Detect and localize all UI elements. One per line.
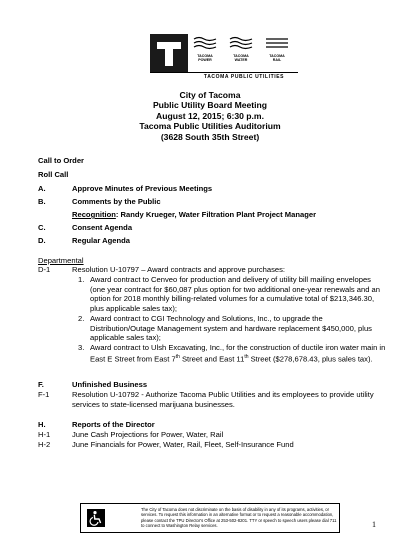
sub3-text-c: Street ($278,678.43, plus sales tax). xyxy=(248,354,373,364)
item-letter-a: A. xyxy=(38,184,46,193)
item-c-consent-agenda: Consent Agenda xyxy=(72,223,133,232)
logo-divider xyxy=(150,72,298,73)
header-date: August 12, 2015; 6:30 p.m. xyxy=(156,110,264,121)
director-heading: Reports of the Director xyxy=(72,420,155,429)
d1-sub3-ulsh xyxy=(90,343,386,364)
sub3-sup-a: th xyxy=(175,353,180,360)
logo-footer-text: TACOMA PUBLIC UTILITIES xyxy=(203,74,285,80)
item-letter-b: B. xyxy=(38,197,46,206)
sub3-text-b: Street and East 11 xyxy=(179,354,245,364)
accessibility-notice-text: The City of Tacoma does not discriminate on the basis of disability in any of its programs, activities, or services. To request this information in an alternative format or to request a reasonable accommodation, please contact the TPU Director's Office at 253-502-8201. TTY or speech to speech users please dial 711 to connect to Washington Relay services. xyxy=(141,507,337,528)
wheelchair-accessibility-icon xyxy=(87,509,105,527)
recognition-label: Recognition xyxy=(72,210,116,219)
d1-code: D-1 xyxy=(38,265,51,274)
item-b-public-comments: Comments by the Public xyxy=(72,197,161,206)
call-to-order: Call to Order xyxy=(38,156,84,165)
d1-resolution: Resolution U-10797 – Award contracts and approve purchases: xyxy=(72,265,286,274)
item-letter-c: C. xyxy=(38,223,46,232)
header-location: Tacoma Public Utilities Auditorium xyxy=(139,121,281,132)
item-d-regular-agenda: Regular Agenda xyxy=(72,236,130,245)
roll-call: Roll Call xyxy=(38,170,69,179)
sub3-sup-b: th xyxy=(244,353,249,360)
page-number: 1 xyxy=(372,520,376,529)
t-letter-icon xyxy=(150,34,188,72)
power-caption: TACOMA POWER xyxy=(197,54,213,63)
h2-financials: June Financials for Power, Water, Rail, Fleet, Self-Insurance Fund xyxy=(72,440,294,449)
d1-sub2-cgi: Award contract to CGI Technology and Solutions, Inc., to upgrade the Distribution/Outage Management system and hardware replacement $450,000, plus applicable sales tax); xyxy=(90,314,372,343)
water-caption: TACOMA WATER xyxy=(233,54,249,63)
d1-sub2-number: 2. xyxy=(78,314,85,323)
accessibility-notice xyxy=(80,503,340,533)
item-a-approve-minutes: Approve Minutes of Previous Meetings xyxy=(72,184,213,193)
departmental-heading: Departmental xyxy=(38,256,84,265)
header-city: City of Tacoma xyxy=(179,90,241,100)
sub3-text-a: Award contract to Ulsh Excavating, Inc., for the construction of ductile iron water main in East E Street from East 7 xyxy=(90,343,386,364)
h2-code: H-2 xyxy=(38,440,51,449)
meeting-header xyxy=(0,90,420,142)
h1-cash-projections: June Cash Projections for Power, Water, Rail xyxy=(72,430,224,439)
header-meeting: Public Utility Board Meeting xyxy=(152,100,268,111)
water-wave-icon xyxy=(228,36,254,50)
item-letter-h: H. xyxy=(38,420,46,429)
rail-caption: TACOMA RAIL xyxy=(269,54,285,63)
f1-resolution: Resolution U-10792 - Authorize Tacoma Public Utilities and its employees to provide utility services to state-licensed marijuana businesses. xyxy=(72,390,374,409)
d1-sub3-number: 3. xyxy=(78,343,85,352)
f1-code: F-1 xyxy=(38,390,50,399)
d1-sub1-number: 1. xyxy=(78,275,85,284)
header-address: (3628 South 35th Street) xyxy=(160,131,260,142)
item-letter-d: D. xyxy=(38,236,46,245)
unfinished-heading: Unfinished Business xyxy=(72,380,148,389)
d1-sub1-cenveo: Award contract to Cenveo for production and delivery of utility bill mailing envelopes (one year contract for $60,087 plus option for two additional one-year renewals and an option for 2018 monthly billing-related volumes for a cumulative total of $213,346.30, plus applicable sales tax); xyxy=(90,275,381,313)
tacoma-public-utilities-logo xyxy=(150,34,298,80)
recognition-text: : Randy Krueger, Water Filtration Plant Project Manager xyxy=(115,210,317,219)
power-wave-icon xyxy=(192,36,218,50)
h1-code: H-1 xyxy=(38,430,51,439)
recognition-line xyxy=(72,210,316,220)
rail-lines-icon xyxy=(264,36,290,50)
item-letter-f: F. xyxy=(38,380,44,389)
